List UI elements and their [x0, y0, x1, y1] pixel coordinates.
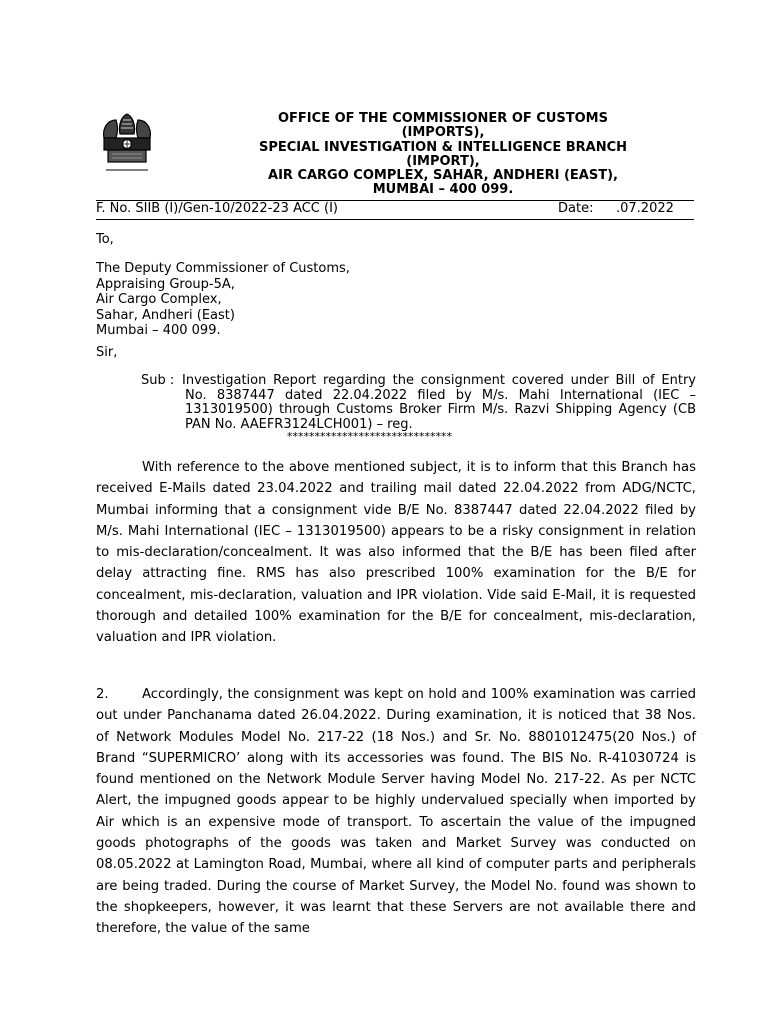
paragraph-2-text: Accordingly, the consignment was kept on hold and 100% examination was carried out under Panchanama dated 26.04.2022. During examination, it is noticed that 38 Nos. of Network Modules Model No. 217-22 (18 Nos.) and Sr. No. 8801012475(20 Nos.) of Brand “SUPERMICRO’ along with its accessories was found. The BIS No. R-41030724 is found mentioned on the Network Module Server having Model No. 217-22. As per NCTC Alert, the impugned goods appear to be highly undervalued specially when imported by Air which is an expensive mode of transport. To ascertain the value of the impugned goods photographs of the goods was taken and Market Survey was conducted on 08.05.2022 at Lamington Road, Mumbai, where all kind of computer parts and peripherals are being traded. During the course of Market Survey, the Model No. found was shown to the shopkeepers, however, it was learnt that these Servers are not available there and therefore, the value of the same [96, 687, 696, 937]
address-line: Appraising Group-5A, [96, 276, 235, 292]
address-line: Mumbai – 400 099. [96, 323, 221, 338]
address-line: Sahar, Andheri (East) [96, 307, 235, 323]
paragraph-1: With reference to the above mentioned subject, it is to inform that this Branch has received E-Mails dated 23.04.2022 and trailing mail dated 22.04.2022 from ADG/NCTC, Mumbai informing that a consignment vide B/E No. 8387447 dated 22.04.2022 filed by M/s. Mahi International (IEC – 1313019500) appears to be a risky consignment in relation to mis-declaration/concealment. It was also informed that the B/E has been filed after delay attracting fine. RMS has also prescribed 100% examination for the B/E for concealment, mis-declaration, valuation and IPR violation. Vide said E-Mail, it is requested thorough and detailed 100% examination for the B/E for concealment, mis-declaration, valuation and IPR violation. [96, 460, 696, 646]
address-line: The Deputy Commissioner of Customs, [96, 261, 350, 276]
paragraph-2 [96, 684, 696, 940]
national-emblem-icon [96, 104, 158, 176]
recipient-address [96, 261, 696, 339]
salutation: Sir, [96, 345, 118, 360]
subject-text: Investigation Report regarding the consignment covered under Bill of Entry No. 8387447 dated 22.04.2022 filed by M/s. Mahi International (IEC –1313019500) through Customs Broker Firm M/s. Razvi Shipping Agency (CB PAN No. AAEFR3124LCH001) – reg. [182, 373, 696, 432]
header-line-3: SPECIAL INVESTIGATION & INTELLIGENCE BRANCH [258, 139, 628, 155]
date-label: Date: [558, 201, 594, 216]
subject-label: Sub : [141, 373, 175, 388]
office-header [200, 112, 686, 198]
paragraph-number: 2. [96, 687, 109, 702]
separator-stars: ****************************** [287, 430, 452, 443]
file-reference-bar [96, 200, 694, 220]
header-line-6: MUMBAI – 400 099. [372, 182, 514, 198]
recipient-prefix: To, [96, 232, 114, 247]
header-line-5: AIR CARGO COMPLEX, SAHAR, ANDHERI (EAST), [268, 168, 618, 184]
address-line: Air Cargo Complex, [96, 292, 222, 307]
header-line-2: (IMPORTS), [401, 125, 485, 141]
header-line-4: (IMPORT), [406, 153, 480, 169]
date-value: .07.2022 [616, 201, 674, 216]
file-number: F. No. SIIB (I)/Gen-10/2022-23 ACC (I) [96, 201, 338, 216]
header-line-1: OFFICE OF THE COMMISSIONER OF CUSTOMS [278, 111, 608, 126]
